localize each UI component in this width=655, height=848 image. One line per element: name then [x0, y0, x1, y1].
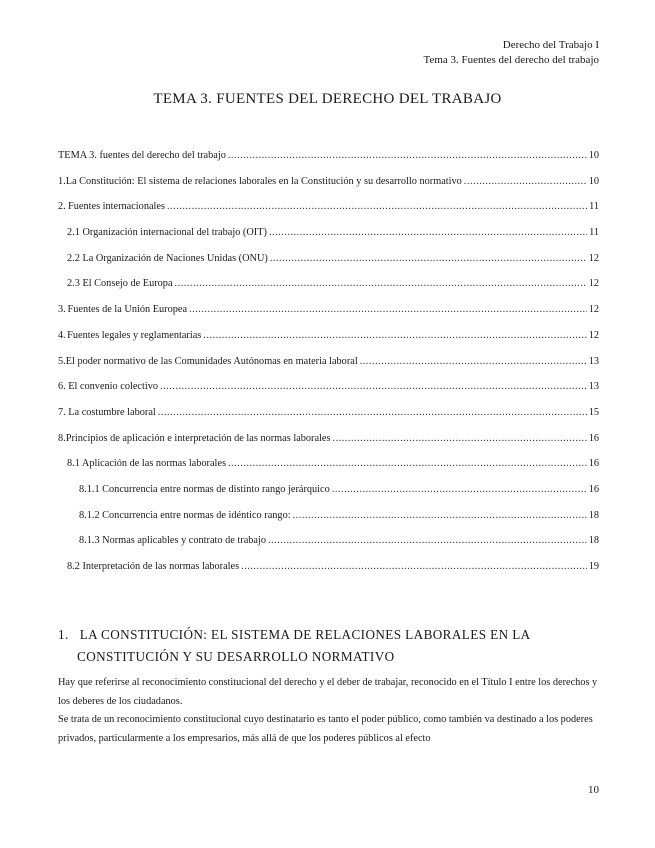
- toc-dot-leader: [268, 535, 587, 546]
- toc-dot-leader: [167, 201, 587, 212]
- toc-entry-number: 2.: [58, 201, 66, 213]
- header-chapter: Tema 3. Fuentes del derecho del trabajo: [423, 54, 599, 66]
- toc-dot-leader: [160, 381, 587, 392]
- toc-entry-text: 8.1.1 Concurrencia entre normas de distinto rango jerárquico: [79, 483, 330, 495]
- toc-entry[interactable]: [58, 510, 599, 536]
- toc-entry-number: 4.: [58, 329, 66, 341]
- toc-entry-text: El poder normativo de las Comunidades Autónomas en materia laboral: [65, 355, 358, 367]
- toc-entry-text: 8.1.2 Concurrencia entre normas de idéntico rango:: [79, 509, 291, 521]
- toc-dot-leader: [175, 278, 587, 289]
- toc-entry-page: 10: [588, 175, 599, 187]
- toc-entry-page: 15: [588, 406, 599, 418]
- toc-entry-page: 12: [588, 304, 599, 316]
- toc-entry[interactable]: [58, 330, 599, 356]
- toc-dot-leader: [158, 407, 587, 418]
- toc-entry-page: 12: [588, 252, 599, 264]
- toc-dot-leader: [360, 356, 587, 367]
- section-title-line2: CONSTITUCIÓN Y SU DESARROLLO NORMATIVO: [77, 649, 395, 664]
- toc-entry[interactable]: [58, 381, 599, 407]
- toc-entry-number: 1.: [58, 175, 66, 187]
- section-title-line1: LA CONSTITUCIÓN: EL SISTEMA DE RELACIONES LABORALES EN LA: [79, 627, 531, 642]
- paragraph: Se trata de un reconocimiento constitucional cuyo destinatario es tanto el poder público, como también va destinado a los poderes privados, particularmente a los empresarios, más allá de que los poderes públicos al efecto: [58, 714, 593, 744]
- section-heading-line: [58, 624, 618, 646]
- toc-entry-text: Principios de aplicación e interpretación de las normas laborales: [65, 432, 331, 444]
- toc-entry[interactable]: [58, 304, 599, 330]
- toc-dot-leader: [203, 330, 586, 341]
- toc-entry-page: 12: [588, 329, 599, 341]
- toc-entry[interactable]: [58, 201, 599, 227]
- toc-entry-page: 19: [588, 561, 599, 572]
- section-number: 1.: [58, 627, 69, 642]
- table-of-contents: [58, 150, 599, 587]
- toc-entry[interactable]: [58, 484, 599, 510]
- toc-entry-page: 13: [588, 355, 599, 367]
- toc-entry[interactable]: [58, 458, 599, 484]
- toc-entry-text: 8.1.3 Normas aplicables y contrato de trabajo: [79, 535, 266, 547]
- toc-entry-page: 18: [588, 509, 599, 521]
- toc-entry-page: 10: [588, 150, 599, 161]
- toc-entry-text: Fuentes de la Unión Europea: [67, 304, 188, 316]
- toc-dot-leader: [228, 458, 587, 469]
- toc-entry-text: Fuentes legales y reglamentarias: [67, 329, 202, 341]
- toc-entry-number: 6.: [58, 381, 66, 393]
- toc-entry-page: 11: [589, 201, 599, 213]
- toc-entry[interactable]: [58, 150, 599, 176]
- toc-entry-text: Fuentes internacionales: [68, 201, 165, 213]
- toc-entry[interactable]: [58, 535, 599, 561]
- toc-entry-text: La costumbre laboral: [68, 406, 156, 418]
- toc-entry-number: 8.: [58, 432, 66, 444]
- toc-entry[interactable]: [58, 253, 599, 279]
- toc-entry-number: 7.: [58, 406, 66, 418]
- toc-entry-number: 5.: [58, 355, 66, 367]
- toc-entry-text: 2.2 La Organización de Naciones Unidas (ONU): [67, 252, 268, 264]
- toc-entry[interactable]: [58, 176, 599, 202]
- toc-dot-leader: [464, 176, 587, 187]
- toc-dot-leader: [270, 253, 587, 264]
- toc-dot-leader: [241, 561, 587, 572]
- toc-entry-number: 3.: [58, 304, 66, 316]
- toc-entry-text: La Constitución: El sistema de relaciones laborales en la Constitución y su desarrollo normativo: [65, 175, 462, 187]
- toc-entry[interactable]: [58, 356, 599, 382]
- toc-entry-text: 8.1 Aplicación de las normas laborales: [67, 458, 226, 470]
- toc-entry-page: 12: [588, 278, 599, 290]
- toc-entry[interactable]: [58, 407, 599, 433]
- header-course: Derecho del Trabajo I: [502, 39, 599, 51]
- document-title: TEMA 3. FUENTES DEL DERECHO DEL TRABAJO: [153, 91, 502, 107]
- toc-entry[interactable]: [58, 278, 599, 304]
- toc-dot-leader: [189, 304, 587, 315]
- toc-entry[interactable]: [58, 561, 599, 587]
- toc-entry-page: 16: [588, 458, 599, 470]
- toc-entry-page: 13: [588, 381, 599, 393]
- toc-dot-leader: [332, 484, 587, 495]
- page-number: 10: [588, 784, 599, 796]
- paragraph: Hay que referirse al reconocimiento constitucional del derecho y el deber de trabajar, reconocido en el Título I entre los derechos y los deberes de los ciudadanos.: [58, 677, 598, 707]
- toc-entry-text: 8.2 Interpretación de las normas laborales: [67, 561, 240, 572]
- toc-entry[interactable]: [58, 227, 599, 253]
- section-heading: [58, 624, 618, 668]
- toc-entry-page: 16: [588, 483, 599, 495]
- toc-entry-page: 16: [588, 432, 599, 444]
- toc-entry-text: TEMA 3. fuentes del derecho del trabajo: [58, 150, 226, 161]
- toc-dot-leader: [269, 227, 587, 238]
- toc-entry-text: 2.1 Organización internacional del trabajo (OIT): [67, 227, 267, 239]
- body-text: [58, 674, 598, 748]
- toc-dot-leader: [293, 510, 587, 521]
- toc-dot-leader: [333, 433, 587, 444]
- toc-dot-leader: [228, 150, 587, 161]
- toc-entry-page: 18: [588, 535, 599, 547]
- running-header: [424, 38, 599, 68]
- toc-entry[interactable]: [58, 433, 599, 459]
- toc-entry-page: 11: [589, 227, 599, 239]
- toc-entry-text: El convenio colectivo: [68, 381, 158, 393]
- toc-entry-text: 2.3 El Consejo de Europa: [67, 278, 173, 290]
